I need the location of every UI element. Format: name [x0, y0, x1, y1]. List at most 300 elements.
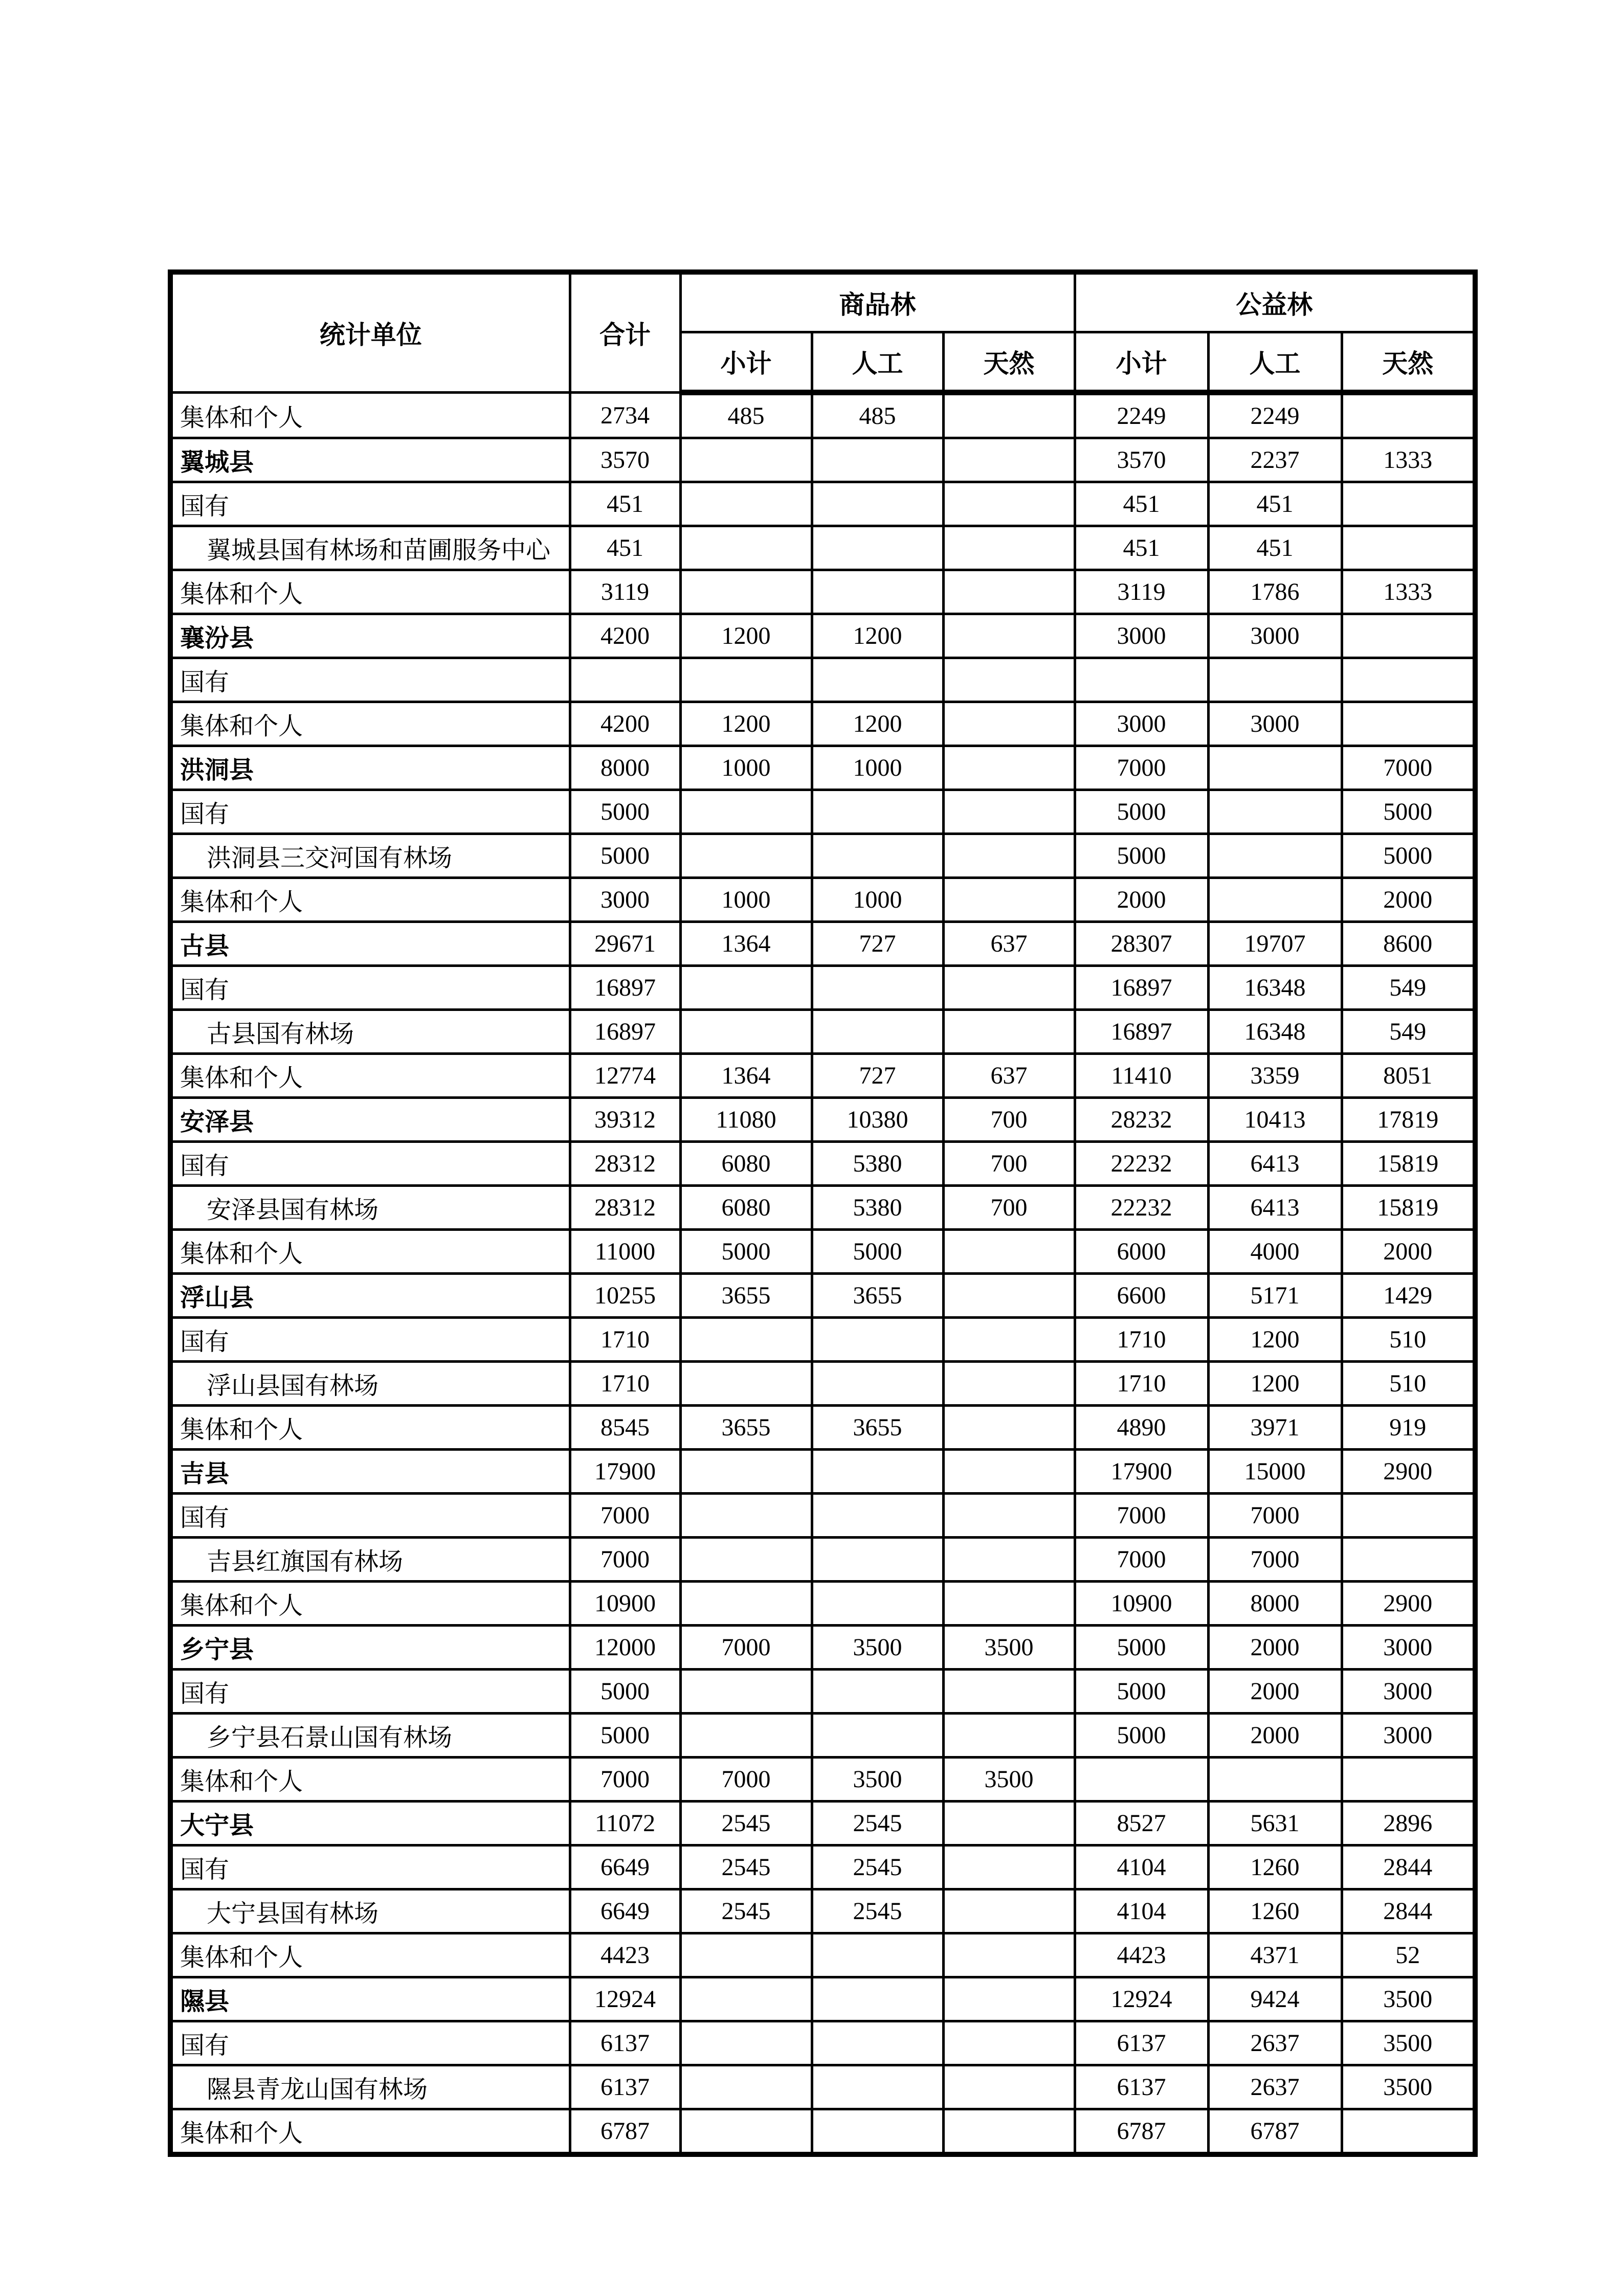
cell-unit-name: 集体和个人	[170, 1758, 570, 1802]
cell-value: 8527	[1075, 1802, 1208, 1845]
cell-value: 2637	[1208, 2021, 1342, 2065]
cell-value: 5000	[1075, 1714, 1208, 1758]
header-public-subtotal: 小计	[1075, 332, 1208, 393]
cell-value: 2000	[1208, 1714, 1342, 1758]
cell-value: 2637	[1208, 2065, 1342, 2109]
cell-value	[812, 1714, 943, 1758]
cell-value	[812, 1318, 943, 1362]
cell-value: 5000	[570, 1714, 680, 1758]
cell-value: 3500	[1342, 2021, 1475, 2065]
cell-value: 12924	[1075, 1977, 1208, 2021]
cell-value: 1000	[812, 746, 943, 790]
cell-unit-name: 集体和个人	[170, 1582, 570, 1626]
cell-value	[812, 2021, 943, 2065]
cell-value	[812, 1362, 943, 1406]
cell-value: 28312	[570, 1186, 680, 1230]
table-row	[170, 1714, 1475, 1758]
table-row	[170, 1010, 1475, 1054]
cell-unit-name: 国有	[170, 658, 570, 702]
cell-value: 1364	[680, 1054, 812, 1098]
cell-value: 8051	[1342, 1054, 1475, 1098]
cell-value	[680, 1933, 812, 1977]
cell-unit-name: 国有	[170, 482, 570, 526]
cell-value	[680, 1318, 812, 1362]
table-row	[170, 526, 1475, 570]
cell-value: 3119	[570, 570, 680, 614]
cell-value: 3500	[943, 1626, 1075, 1670]
cell-value: 10413	[1208, 1098, 1342, 1142]
cell-value	[680, 834, 812, 878]
cell-value	[1208, 878, 1342, 922]
cell-value	[1342, 658, 1475, 702]
cell-value	[943, 2109, 1075, 2155]
cell-unit-name: 集体和个人	[170, 1230, 570, 1274]
table-row	[170, 1802, 1475, 1845]
cell-value	[812, 966, 943, 1010]
cell-value	[1342, 526, 1475, 570]
header-commercial-forest: 商品林	[680, 272, 1075, 332]
cell-value: 7000	[680, 1626, 812, 1670]
cell-unit-name: 古县	[170, 922, 570, 966]
cell-value: 6600	[1075, 1274, 1208, 1318]
cell-value: 1200	[680, 702, 812, 746]
cell-value: 3500	[812, 1626, 943, 1670]
cell-value: 451	[1075, 526, 1208, 570]
cell-value: 2734	[570, 393, 680, 438]
cell-value	[1075, 1758, 1208, 1802]
cell-value	[812, 2109, 943, 2155]
cell-value: 11410	[1075, 1054, 1208, 1098]
cell-value	[680, 2021, 812, 2065]
table-row	[170, 658, 1475, 702]
cell-unit-name: 乡宁县	[170, 1626, 570, 1670]
cell-value: 8000	[1208, 1582, 1342, 1626]
cell-value: 1200	[1208, 1362, 1342, 1406]
cell-value: 16897	[1075, 966, 1208, 1010]
table-row	[170, 1318, 1475, 1362]
cell-value	[943, 1406, 1075, 1450]
cell-value	[680, 1450, 812, 1494]
cell-value: 7000	[1075, 1494, 1208, 1538]
cell-value	[943, 1802, 1075, 1845]
cell-value: 5171	[1208, 1274, 1342, 1318]
cell-value	[943, 482, 1075, 526]
cell-value	[1208, 1758, 1342, 1802]
cell-value: 3000	[1342, 1670, 1475, 1714]
cell-unit-name: 国有	[170, 1142, 570, 1186]
header-unit: 统计单位	[170, 272, 570, 393]
cell-value: 485	[812, 393, 943, 438]
cell-value: 6080	[680, 1186, 812, 1230]
cell-value	[680, 1977, 812, 2021]
cell-value: 12774	[570, 1054, 680, 1098]
cell-value	[943, 2021, 1075, 2065]
cell-unit-name: 吉县	[170, 1450, 570, 1494]
cell-value	[812, 1977, 943, 2021]
cell-value: 3500	[1342, 2065, 1475, 2109]
cell-value	[943, 570, 1075, 614]
cell-value	[812, 482, 943, 526]
header-commercial-artificial: 人工	[812, 332, 943, 393]
header-total: 合计	[570, 272, 680, 393]
cell-value: 2545	[680, 1889, 812, 1933]
cell-value: 1710	[1075, 1318, 1208, 1362]
header-row-groups	[170, 272, 1475, 332]
cell-value: 5380	[812, 1186, 943, 1230]
cell-value: 5380	[812, 1142, 943, 1186]
cell-value: 5000	[570, 834, 680, 878]
cell-value: 4890	[1075, 1406, 1208, 1450]
cell-value: 3570	[1075, 438, 1208, 482]
cell-value: 8000	[570, 746, 680, 790]
cell-value: 29671	[570, 922, 680, 966]
cell-value: 2000	[1342, 1230, 1475, 1274]
cell-value: 3119	[1075, 570, 1208, 614]
cell-unit-name: 国有	[170, 2021, 570, 2065]
cell-value: 9424	[1208, 1977, 1342, 2021]
cell-value	[943, 526, 1075, 570]
cell-value: 6137	[1075, 2065, 1208, 2109]
cell-value: 3655	[812, 1274, 943, 1318]
cell-value: 6080	[680, 1142, 812, 1186]
cell-value	[943, 2065, 1075, 2109]
cell-unit-name: 国有	[170, 1494, 570, 1538]
cell-value	[943, 614, 1075, 658]
cell-unit-name: 大宁县	[170, 1802, 570, 1845]
cell-value: 3500	[943, 1758, 1075, 1802]
cell-unit-name: 古县国有林场	[170, 1010, 570, 1054]
cell-unit-name: 洪洞县三交河国有林场	[170, 834, 570, 878]
cell-value: 10900	[570, 1582, 680, 1626]
cell-unit-name: 集体和个人	[170, 1406, 570, 1450]
cell-value	[1208, 790, 1342, 834]
table-row	[170, 1186, 1475, 1230]
cell-value: 1333	[1342, 570, 1475, 614]
cell-value: 17900	[570, 1450, 680, 1494]
cell-unit-name: 乡宁县石景山国有林场	[170, 1714, 570, 1758]
cell-value: 2900	[1342, 1450, 1475, 1494]
cell-value	[680, 526, 812, 570]
cell-value	[943, 1450, 1075, 1494]
cell-value: 7000	[1208, 1494, 1342, 1538]
cell-value: 6000	[1075, 1230, 1208, 1274]
cell-value	[1342, 1494, 1475, 1538]
header-commercial-subtotal: 小计	[680, 332, 812, 393]
cell-value: 2237	[1208, 438, 1342, 482]
cell-value: 3655	[812, 1406, 943, 1450]
table-row	[170, 2065, 1475, 2109]
cell-value	[943, 702, 1075, 746]
table-row	[170, 482, 1475, 526]
cell-value: 6137	[570, 2065, 680, 2109]
table-row	[170, 1538, 1475, 1582]
cell-value: 6413	[1208, 1142, 1342, 1186]
cell-value: 3500	[812, 1758, 943, 1802]
cell-value: 12924	[570, 1977, 680, 2021]
cell-unit-name: 隰县青龙山国有林场	[170, 2065, 570, 2109]
cell-value	[680, 790, 812, 834]
table-row	[170, 570, 1475, 614]
cell-value	[943, 1274, 1075, 1318]
cell-value	[680, 966, 812, 1010]
cell-unit-name: 翼城县	[170, 438, 570, 482]
cell-value	[1208, 834, 1342, 878]
cell-unit-name: 国有	[170, 1670, 570, 1714]
cell-value: 4104	[1075, 1845, 1208, 1889]
cell-value: 15000	[1208, 1450, 1342, 1494]
cell-value: 451	[1208, 482, 1342, 526]
cell-value: 2844	[1342, 1845, 1475, 1889]
table-body	[170, 393, 1475, 2155]
cell-value	[1342, 393, 1475, 438]
cell-value	[943, 1538, 1075, 1582]
cell-value: 6137	[570, 2021, 680, 2065]
cell-value: 3655	[680, 1406, 812, 1450]
cell-value: 16348	[1208, 966, 1342, 1010]
cell-value: 10255	[570, 1274, 680, 1318]
cell-unit-name: 集体和个人	[170, 393, 570, 438]
cell-unit-name: 安泽县国有林场	[170, 1186, 570, 1230]
table-row	[170, 878, 1475, 922]
cell-value: 22232	[1075, 1142, 1208, 1186]
cell-value: 1200	[1208, 1318, 1342, 1362]
cell-unit-name: 浮山县	[170, 1274, 570, 1318]
cell-value: 919	[1342, 1406, 1475, 1450]
cell-value: 4423	[1075, 1933, 1208, 1977]
cell-value: 3000	[1208, 702, 1342, 746]
cell-value: 2896	[1342, 1802, 1475, 1845]
cell-value	[812, 526, 943, 570]
cell-value	[943, 1362, 1075, 1406]
table-row	[170, 393, 1475, 438]
cell-value	[943, 878, 1075, 922]
table-row	[170, 1362, 1475, 1406]
cell-unit-name: 吉县红旗国有林场	[170, 1538, 570, 1582]
cell-value: 1786	[1208, 570, 1342, 614]
cell-value: 15819	[1342, 1186, 1475, 1230]
cell-value: 3971	[1208, 1406, 1342, 1450]
cell-value	[680, 2109, 812, 2155]
cell-value: 1333	[1342, 438, 1475, 482]
cell-value: 19707	[1208, 922, 1342, 966]
cell-value: 3655	[680, 1274, 812, 1318]
cell-value	[680, 1494, 812, 1538]
cell-unit-name: 大宁县国有林场	[170, 1889, 570, 1933]
cell-value	[943, 1933, 1075, 1977]
cell-value: 17900	[1075, 1450, 1208, 1494]
cell-value: 17819	[1342, 1098, 1475, 1142]
table-row	[170, 1098, 1475, 1142]
cell-value	[812, 570, 943, 614]
cell-value: 727	[812, 922, 943, 966]
cell-value	[812, 1450, 943, 1494]
cell-value	[812, 1494, 943, 1538]
cell-value: 700	[943, 1098, 1075, 1142]
cell-value: 11072	[570, 1802, 680, 1845]
table-row	[170, 1582, 1475, 1626]
table-row	[170, 2109, 1475, 2155]
cell-value: 1200	[812, 614, 943, 658]
table-row	[170, 1889, 1475, 1933]
cell-value: 700	[943, 1186, 1075, 1230]
cell-value: 2844	[1342, 1889, 1475, 1933]
cell-value: 3359	[1208, 1054, 1342, 1098]
table-row	[170, 1626, 1475, 1670]
table-row	[170, 2021, 1475, 2065]
cell-value	[1342, 702, 1475, 746]
cell-value	[680, 2065, 812, 2109]
cell-value	[680, 658, 812, 702]
cell-value: 10380	[812, 1098, 943, 1142]
cell-value: 52	[1342, 1933, 1475, 1977]
cell-value: 11000	[570, 1230, 680, 1274]
cell-value: 727	[812, 1054, 943, 1098]
cell-value: 5000	[1075, 1670, 1208, 1714]
cell-value	[680, 1670, 812, 1714]
cell-value	[812, 1933, 943, 1977]
cell-unit-name: 翼城县国有林场和苗圃服务中心	[170, 526, 570, 570]
cell-value: 1260	[1208, 1889, 1342, 1933]
cell-value	[680, 438, 812, 482]
cell-value: 3500	[1342, 1977, 1475, 2021]
cell-value: 510	[1342, 1318, 1475, 1362]
cell-value: 1429	[1342, 1274, 1475, 1318]
cell-value: 3000	[1342, 1714, 1475, 1758]
header-public-welfare-forest: 公益林	[1075, 272, 1475, 332]
cell-value: 4104	[1075, 1889, 1208, 1933]
cell-value	[680, 482, 812, 526]
cell-value	[680, 570, 812, 614]
cell-value	[943, 746, 1075, 790]
cell-value	[680, 1582, 812, 1626]
cell-value	[570, 658, 680, 702]
cell-value: 4371	[1208, 1933, 1342, 1977]
table-row	[170, 1977, 1475, 2021]
cell-value: 5000	[680, 1230, 812, 1274]
cell-value	[812, 1010, 943, 1054]
cell-value	[812, 658, 943, 702]
cell-value	[943, 393, 1075, 438]
cell-value: 5000	[570, 790, 680, 834]
cell-value: 7000	[570, 1494, 680, 1538]
cell-value: 12000	[570, 1626, 680, 1670]
cell-value	[1208, 746, 1342, 790]
cell-value	[812, 2065, 943, 2109]
cell-value: 1364	[680, 922, 812, 966]
cell-value: 1000	[680, 878, 812, 922]
cell-value: 2249	[1208, 393, 1342, 438]
cell-value: 5000	[812, 1230, 943, 1274]
cell-value	[943, 1010, 1075, 1054]
cell-unit-name: 集体和个人	[170, 1054, 570, 1098]
cell-value	[680, 1362, 812, 1406]
cell-value: 11080	[680, 1098, 812, 1142]
cell-value: 1000	[680, 746, 812, 790]
cell-value: 10900	[1075, 1582, 1208, 1626]
cell-value: 7000	[680, 1758, 812, 1802]
cell-value	[943, 1230, 1075, 1274]
cell-value: 7000	[1075, 746, 1208, 790]
table-row	[170, 1494, 1475, 1538]
table-row	[170, 1758, 1475, 1802]
table-row	[170, 1406, 1475, 1450]
table-row	[170, 746, 1475, 790]
cell-value: 3000	[1075, 702, 1208, 746]
cell-value	[943, 966, 1075, 1010]
cell-unit-name: 隰县	[170, 1977, 570, 2021]
cell-value: 6413	[1208, 1186, 1342, 1230]
cell-value: 510	[1342, 1362, 1475, 1406]
cell-value: 451	[570, 526, 680, 570]
cell-value	[943, 1977, 1075, 2021]
cell-value: 2000	[1208, 1626, 1342, 1670]
cell-value: 451	[570, 482, 680, 526]
cell-value: 1200	[680, 614, 812, 658]
cell-value	[943, 658, 1075, 702]
cell-value: 6137	[1075, 2021, 1208, 2065]
table-row	[170, 966, 1475, 1010]
cell-value: 7000	[570, 1758, 680, 1802]
cell-value: 2000	[1342, 878, 1475, 922]
table-row	[170, 1054, 1475, 1098]
cell-value	[680, 1010, 812, 1054]
cell-unit-name: 集体和个人	[170, 2109, 570, 2155]
table-row	[170, 1670, 1475, 1714]
cell-value	[943, 1845, 1075, 1889]
cell-value	[680, 1538, 812, 1582]
cell-value	[1342, 2109, 1475, 2155]
cell-value: 700	[943, 1142, 1075, 1186]
cell-unit-name: 集体和个人	[170, 1933, 570, 1977]
cell-value: 1710	[1075, 1362, 1208, 1406]
cell-value	[943, 1714, 1075, 1758]
header-public-natural: 天然	[1342, 332, 1475, 393]
cell-value: 6649	[570, 1889, 680, 1933]
cell-value: 39312	[570, 1098, 680, 1142]
table-row	[170, 1845, 1475, 1889]
cell-value: 2545	[680, 1802, 812, 1845]
cell-value	[812, 1538, 943, 1582]
cell-value	[1342, 614, 1475, 658]
cell-value	[1342, 482, 1475, 526]
cell-value: 8600	[1342, 922, 1475, 966]
table-row	[170, 438, 1475, 482]
table-row	[170, 922, 1475, 966]
header-public-artificial: 人工	[1208, 332, 1342, 393]
cell-value: 2249	[1075, 393, 1208, 438]
cell-value: 5000	[1342, 790, 1475, 834]
cell-value: 15819	[1342, 1142, 1475, 1186]
cell-value	[812, 1670, 943, 1714]
cell-value	[943, 1494, 1075, 1538]
cell-value	[943, 1318, 1075, 1362]
cell-value: 485	[680, 393, 812, 438]
cell-unit-name: 洪洞县	[170, 746, 570, 790]
cell-value: 3570	[570, 438, 680, 482]
cell-value: 8545	[570, 1406, 680, 1450]
table-row	[170, 790, 1475, 834]
cell-value	[812, 438, 943, 482]
cell-value: 7000	[1075, 1538, 1208, 1582]
cell-value: 1200	[812, 702, 943, 746]
cell-unit-name: 国有	[170, 966, 570, 1010]
cell-unit-name: 襄汾县	[170, 614, 570, 658]
cell-value: 4200	[570, 614, 680, 658]
cell-value: 5000	[1342, 834, 1475, 878]
cell-value: 5631	[1208, 1802, 1342, 1845]
cell-value: 2545	[812, 1889, 943, 1933]
cell-value	[1342, 1758, 1475, 1802]
